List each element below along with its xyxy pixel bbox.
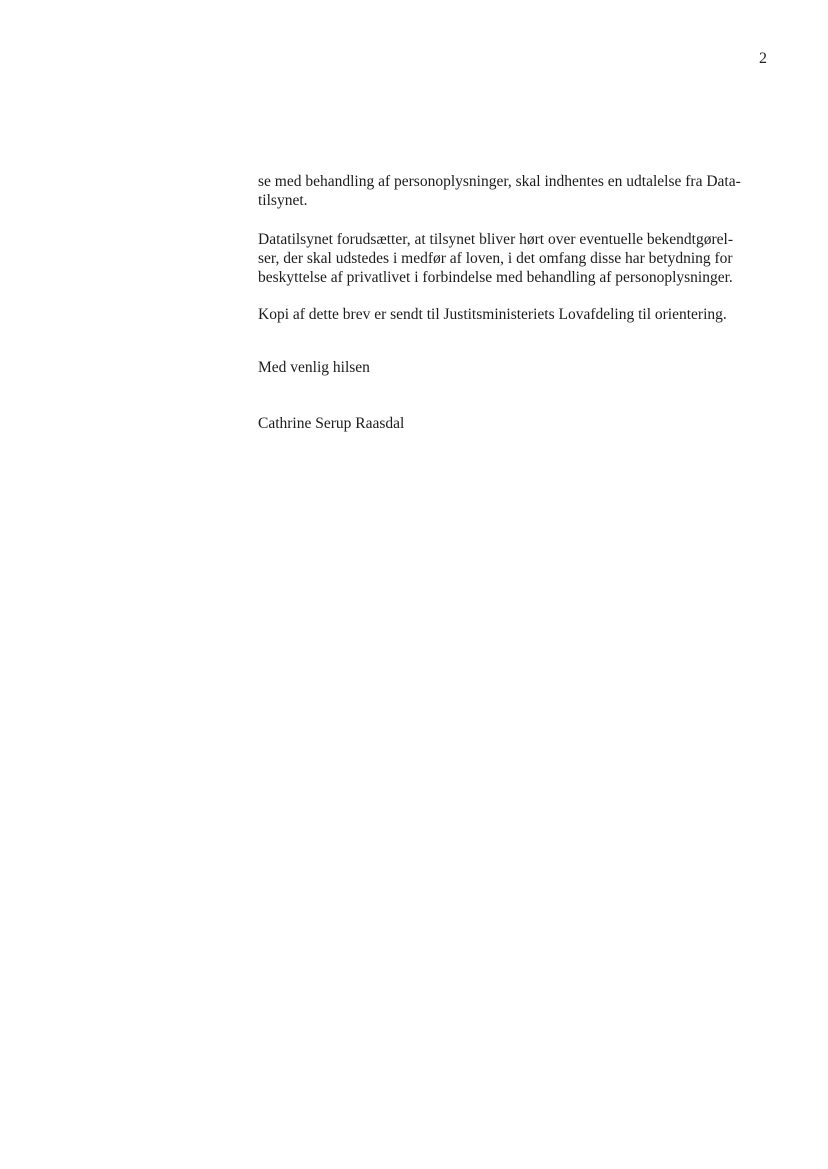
page-number: 2 — [759, 50, 767, 67]
paragraph-line: tilsynet. — [258, 192, 308, 209]
signature-name: Cathrine Serup Raasdal — [258, 415, 405, 432]
paragraph-datatilsynet-hearing — [258, 230, 768, 287]
paragraph-line: beskyttelse af privatlivet i forbindelse med behandling af personoplysninger. — [258, 269, 733, 286]
closing-salutation: Med venlig hilsen — [258, 359, 370, 376]
paragraph-line: ser, der skal udstedes i medfør af loven, i det omfang disse har betydning for — [258, 250, 733, 267]
paragraph-line: Kopi af dette brev er sendt til Justitsministeriets Lovafdeling til orientering. — [258, 306, 727, 323]
paragraph-copy-note — [258, 305, 768, 324]
paragraph-continuation — [258, 172, 768, 210]
paragraph-line: Datatilsynet forudsætter, at tilsynet bliver hørt over eventuelle bekendtgørel- — [258, 231, 733, 248]
paragraph-line: se med behandling af personoplysninger, skal indhentes en udtalelse fra Data- — [258, 173, 741, 190]
